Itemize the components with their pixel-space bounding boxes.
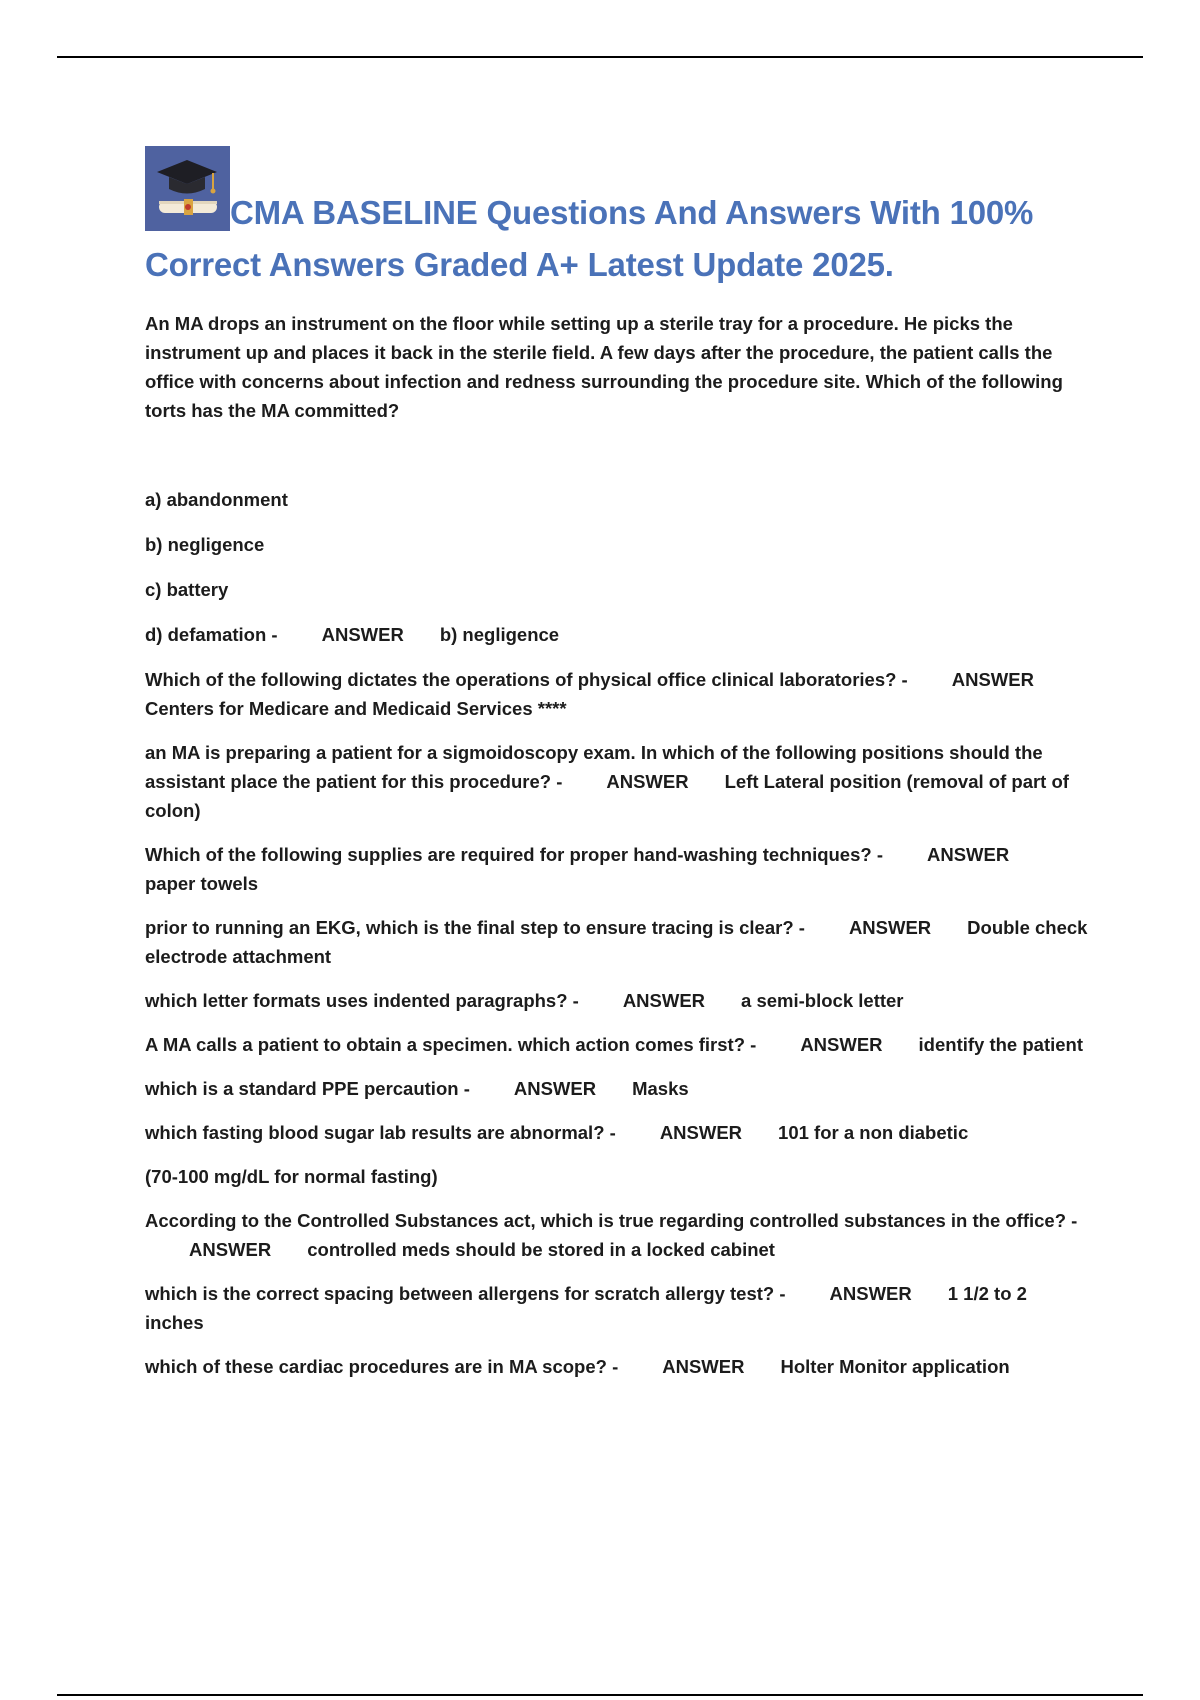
qa-answer: controlled meds should be stored in a locked cabinet: [307, 1239, 775, 1260]
qa-question: which letter formats uses indented paragraphs? -: [145, 990, 579, 1011]
title-line-1: CMA BASELINE Questions And Answers With 100%: [230, 194, 1034, 231]
qa-question: which of these cardiac procedures are in MA scope? -: [145, 1356, 619, 1377]
qa-item: [145, 840, 1090, 898]
answer-label: ANSWER: [800, 1034, 883, 1055]
qa-question: prior to running an EKG, which is the final step to ensure tracing is clear? -: [145, 917, 805, 938]
qa-question: which is a standard PPE percaution -: [145, 1078, 470, 1099]
title-line-2: Correct Answers Graded A+ Latest Update 2025.: [145, 246, 894, 283]
qa-question: Which of the following dictates the operations of physical office clinical laboratories? -: [145, 669, 908, 690]
answer-label: ANSWER: [659, 1122, 743, 1143]
option-d-text: d) defamation -: [145, 624, 278, 645]
qa-item: [145, 986, 1090, 1015]
qa-item: [145, 1030, 1090, 1059]
qa-question: which is the correct spacing between allergens for scratch allergy test? -: [145, 1283, 786, 1304]
qa-question: an MA is preparing a patient for a sigmoidoscopy exam. In which of the following positions should the assistant place the patient for this procedure? -: [145, 742, 1043, 792]
answer-label: ANSWER: [513, 1078, 597, 1099]
qa-item: [145, 1206, 1090, 1264]
qa-answer: Masks: [632, 1078, 689, 1099]
qa-answer: Holter Monitor application: [780, 1356, 1010, 1377]
top-rule: [57, 56, 1143, 58]
qa-question: According to the Controlled Substances act, which is true regarding controlled substances in the office? -: [145, 1210, 1078, 1231]
answer-label: ANSWER: [622, 990, 706, 1011]
qa-note: (70-100 mg/dL for normal fasting): [145, 1166, 438, 1187]
answer-label: ANSWER: [189, 1239, 272, 1260]
qa-item: [145, 1352, 1090, 1381]
qa-item: [145, 1074, 1090, 1103]
option-d: [145, 620, 1090, 649]
qa-question: A MA calls a patient to obtain a specimen. which action comes first? -: [145, 1034, 757, 1055]
answer-options: [145, 485, 1090, 649]
qa-item: [145, 1118, 1090, 1147]
option-a: a) abandonment: [145, 489, 288, 510]
answer-label: ANSWER: [848, 917, 932, 938]
answer-text: b) negligence: [439, 624, 560, 645]
qa-answer: paper towels: [145, 873, 259, 894]
qa-answer: a semi-block letter: [741, 990, 904, 1011]
qa-answer: identify the patient: [918, 1034, 1083, 1055]
answer-label: ANSWER: [606, 771, 689, 792]
qa-answer: Left Lateral position (removal of part of colon): [145, 771, 1069, 821]
option-b: b) negligence: [145, 534, 265, 555]
qa-answer: Centers for Medicare and Medicaid Services ****: [145, 698, 567, 719]
qa-item: [145, 665, 1090, 723]
answer-label: ANSWER: [662, 1356, 745, 1377]
qa-answer: 101 for a non diabetic: [778, 1122, 969, 1143]
bottom-rule: [57, 1694, 1143, 1696]
answer-label: ANSWER: [321, 624, 404, 645]
document-title: [145, 146, 1090, 291]
answer-label: ANSWER: [829, 1283, 912, 1304]
answer-label: ANSWER: [951, 669, 1034, 690]
answer-label: ANSWER: [927, 844, 1010, 865]
qa-item: [145, 913, 1090, 971]
qa-question: Which of the following supplies are required for proper hand-washing techniques? -: [145, 844, 883, 865]
qa-answer: Double check electrode attachment: [145, 917, 1088, 967]
intro-question: An MA drops an instrument on the floor while setting up a sterile tray for a procedure. He picks the instrument up and places it back in the sterile field. A few days after the procedure, the patient calls the office with concerns about infection and redness surrounding the procedure site. Which of the following torts has the MA committed?: [145, 313, 1063, 421]
document-body: [145, 146, 1090, 1396]
option-c: c) battery: [145, 579, 229, 600]
qa-answer: 1 1/2 to 2 inches: [145, 1283, 1027, 1333]
qa-item: [145, 1279, 1090, 1337]
qa-question: which fasting blood sugar lab results are abnormal? -: [145, 1122, 616, 1143]
qa-item: [145, 738, 1090, 825]
graduation-cap-diploma-icon: [145, 146, 230, 231]
